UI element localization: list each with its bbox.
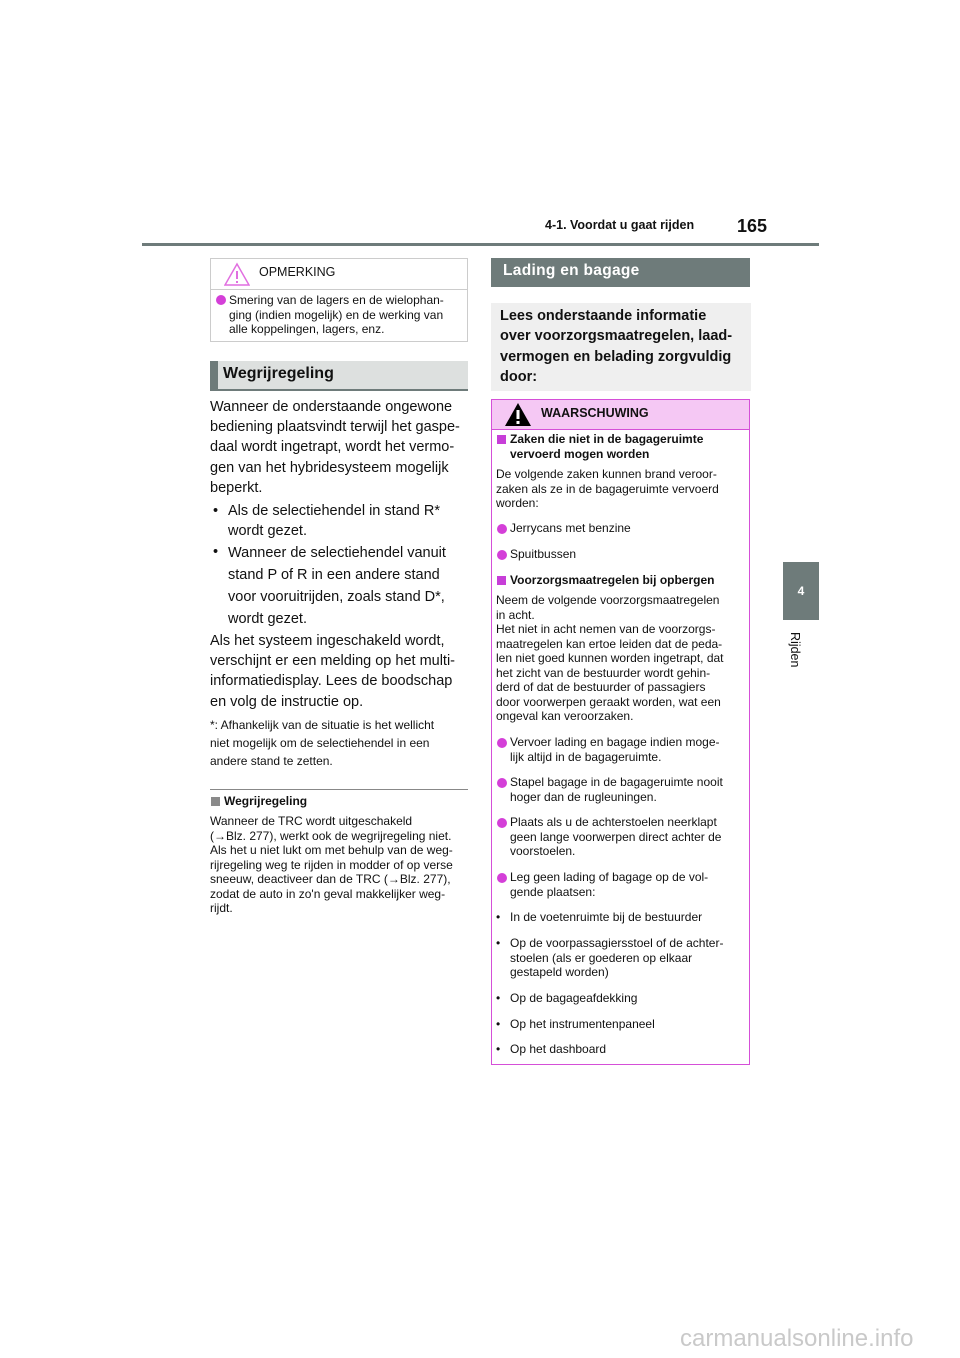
chapter-label bbox=[780, 632, 810, 682]
warning-text: Neem de volgende voorzorgsmaatregelen in acht. Het niet in acht nemen van de voorzorgs- maatregelen kan ertoe leiden dat de peda- len niet goed kunnen worden ingetrapt, dat het zicht van de bestuurder wordt gehin- derd of dat de bestuurder of passagiers door voorwerpen geraakt worden, wat een ongeval kan veroorzaken. bbox=[496, 593, 724, 723]
watermark-link[interactable]: carmanualsonline.info bbox=[680, 1325, 914, 1352]
note-title: OPMERKING bbox=[259, 265, 336, 279]
heading-text: Lading en bagage bbox=[503, 262, 640, 279]
bullet-dot-icon bbox=[497, 524, 507, 534]
list-item: Op het instrumentenpaneel bbox=[510, 1017, 655, 1031]
paragraph: Wanneer de onderstaande ongewone bediening plaatsvindt terwijl het gaspe- daal wordt ingetrapt, wordt het vermo- gen van het hybridesysteem mogelijk beperkt. bbox=[210, 399, 460, 496]
caution-icon bbox=[224, 262, 250, 286]
note-box bbox=[210, 258, 468, 342]
bullet-dot-icon bbox=[497, 818, 507, 828]
list-item: Spuitbussen bbox=[510, 547, 577, 561]
warning-text: De volgende zaken kunnen brand veroor- zaken als ze in de bagageruimte vervoerd worden: bbox=[496, 467, 719, 510]
warning-icon bbox=[504, 402, 532, 427]
warning-subtitle: Zaken die niet in de bagageruimte vervoerd mogen worden bbox=[510, 432, 704, 461]
square-bullet-icon bbox=[497, 435, 506, 444]
bullet-item: Wanneer de selectiehendel vanuit stand P of R in een andere stand voor vooruitrijden, zoals stand D*, wordt gezet. bbox=[228, 545, 446, 627]
list-item: Plaats als u de achterstoelen neerklapt geen lange voorwerpen direct achter de voorstoelen. bbox=[510, 815, 722, 858]
list-item: In de voetenruimte bij de bestuurder bbox=[510, 910, 703, 924]
warning-box: WAARSCHUWING Zaken die niet in de bagageruimte vervoerd mogen worden De volgende zaken kunnen brand veroor- zaken als ze in de bagageruimte vervoerd worden: Jerrycans met benzine Spuitbussen Voorzorgsmaatregelen bij opbergen Neem de volgende voorzorgsmaatregelen in acht. Het niet in acht nemen van de voorzorgs- maatregelen kan ertoe leiden dat de peda- len niet goed kunnen worden ingetrapt, dat het zicht van de bestuurder wordt gehin- derd of dat de bestuurder of passagiers door voorwerpen geraakt worden, wat een ongeval kan veroorzaken. Vervoer lading en bagage indien moge- lijk altijd in de bagageruimte. Stapel bagage in de bagageruimte nooit hoger dan de rugleuningen. Plaats als u de achterstoelen neerklapt geen lange voorwerpen direct achter de voorstoelen. Leg geen lading of bagage op de vol- gende plaatsen: • In de voetenruimte bij de bestuurder • Op de voorpassagiersstoel of de achter- stoelen (als er goederen op elkaar gestapeld worden) • Op de bagageafdekking • Op het instrumentenpaneel • Op het dashboard bbox=[491, 399, 750, 1065]
list-item: Op de voorpassagiersstoel of de achter- stoelen (als er goederen op elkaar gestapeld worden) bbox=[510, 936, 724, 979]
header-rule bbox=[142, 243, 819, 246]
list-item: Vervoer lading en bagage indien moge- lijk altijd in de bagageruimte. bbox=[510, 735, 720, 764]
divider bbox=[210, 789, 468, 790]
note-item: Smering van de lagers en de wielophan- ging (indien mogelijk) en de werking van alle koppelingen, lagers, enz. bbox=[229, 293, 444, 336]
bullet-dot-icon bbox=[216, 295, 226, 305]
chapter-tab: 4 bbox=[783, 562, 819, 620]
warning-title: WAARSCHUWING bbox=[541, 406, 649, 420]
sub-text: Wanneer de TRC wordt uitgeschakeld (→Blz. 277), werkt ook de wegrijregeling niet. Als het u niet lukt om met behulp van de weg- rijregeling weg te rijden in modder of op verse sneeuw, deactiveer dan de TRC (→Blz. 277), zodat de auto in zo'n geval makkelijker weg- rijdt. bbox=[210, 814, 453, 915]
list-item: Jerrycans met benzine bbox=[510, 521, 631, 535]
bullet-dot-icon bbox=[497, 550, 507, 560]
section-heading bbox=[210, 361, 468, 391]
page-number: 165 bbox=[737, 216, 768, 236]
list-item: Op de bagageafdekking bbox=[510, 991, 638, 1005]
intro-box: Lees onderstaande informatie over voorzorgsmaatregelen, laad- vermogen en belading zorgvuldig door: bbox=[491, 303, 751, 391]
bullet-dot-icon bbox=[497, 738, 507, 748]
chapter-label-text: Rijden bbox=[788, 632, 802, 668]
heading-text: Wegrijregeling bbox=[223, 365, 334, 382]
bullet-dot-icon bbox=[497, 778, 507, 788]
square-bullet-icon bbox=[211, 797, 220, 806]
list-item: Op het dashboard bbox=[510, 1042, 607, 1056]
paragraph: Als het systeem ingeschakeld wordt, verschijnt er een melding op het multi- informatiedisplay. Lees de boodschap en volg de instructie op. bbox=[210, 633, 456, 710]
list-item: Leg geen lading of bagage op de vol- gende plaatsen: bbox=[510, 870, 709, 899]
bullet-item: Als de selectiehendel in stand R* wordt gezet. bbox=[228, 503, 440, 540]
bullet-dot-icon bbox=[497, 873, 507, 883]
warning-subtitle: Voorzorgsmaatregelen bij opbergen bbox=[510, 573, 715, 587]
square-bullet-icon bbox=[497, 576, 506, 585]
footnote: *: Afhankelijk van de situatie is het wellicht niet mogelijk om de selectiehendel in een andere stand te zetten. bbox=[210, 718, 435, 768]
section-title: 4-1. Voordat u gaat rijden bbox=[545, 218, 695, 232]
sub-heading: Wegrijregeling bbox=[224, 794, 308, 808]
manual-page: 4-1. Voordat u gaat rijden 165 4 Rijden OPMERKING Smering van de lagers en de wielophan- ging (indien mogelijk) en de werking van alle koppelingen, lagers, enz. Wegrijregeling Wanneer de onderstaande ongewone bediening plaatsvindt terwijl het gaspe- daal wordt ingetrapt, wordt het vermo- gen van het hybridesysteem mogelijk beperkt. • Als de selectiehendel in stand R* wordt gezet. • Wanneer de selectiehendel vanuit stand P of R in een andere stand voor vooruitrijden, zoals stand D*, wordt gezet. Als het systeem ingeschakeld wordt, verschijnt er een melding op het multi- informatiedisplay. Lees de boodschap en volg de instructie op. *: Afhankelijk van de situatie is het wellicht niet mogelijk om de selectiehendel in een andere stand te zetten. Wegrijregeling Wanneer de TRC wordt uitgeschakeld (→Blz. 277), werkt ook de wegrijregeling niet. Als het u niet lukt om met behulp van de weg- rijregeling weg te rijden in modder of op verse sneeuw, deactiveer dan de TRC (→Blz. 277), zodat de auto in zo'n geval makkelijker weg- rijdt. Lading en bagage Lees onderstaande informatie over voorzorgsmaatregelen, laad- vermogen en belading zorgvuldig door: WAARSCHUWING Zaken die niet in de bagageruimte vervoerd mogen worden De volgende zaken kunnen brand veroor- zaken als ze in de bagageruimte vervoerd worden: Jerrycans met benzine Spuitbussen Voorzorgsmaatregelen bij opbergen Neem de volgende voorzorgsmaatregelen in acht. Het niet in acht nemen van de voorzorgs- maatregelen kan ertoe leiden dat de peda- len niet goed kunnen worden ingetrapt, dat het zicht van de bestuurder wordt gehin- derd of dat de bestuurder of passagiers door voorwerpen geraakt worden, wat een ongeval kan veroorzaken. Vervoer lading en bagage indien moge- lijk altijd in de bagageruimte. Stapel bagage in de bagageruimte nooit hoger dan de rugleuningen. Plaats als u de achterstoelen neerklapt geen lange voorwerpen direct achter de voorstoelen. Leg geen lading of bagage op de vol- gende plaatsen: • In de voetenruimte bij de bestuurder • Op de voorpassagiersstoel of de achter- stoelen (als er goederen op elkaar gestapeld worden) • Op de bagageafdekking • Op het instrumentenpaneel • Op het dashboard carmanualsonline.info bbox=[0, 0, 960, 1358]
section-heading bbox=[491, 258, 750, 287]
list-item: Stapel bagage in de bagageruimte nooit hoger dan de rugleuningen. bbox=[510, 775, 723, 804]
